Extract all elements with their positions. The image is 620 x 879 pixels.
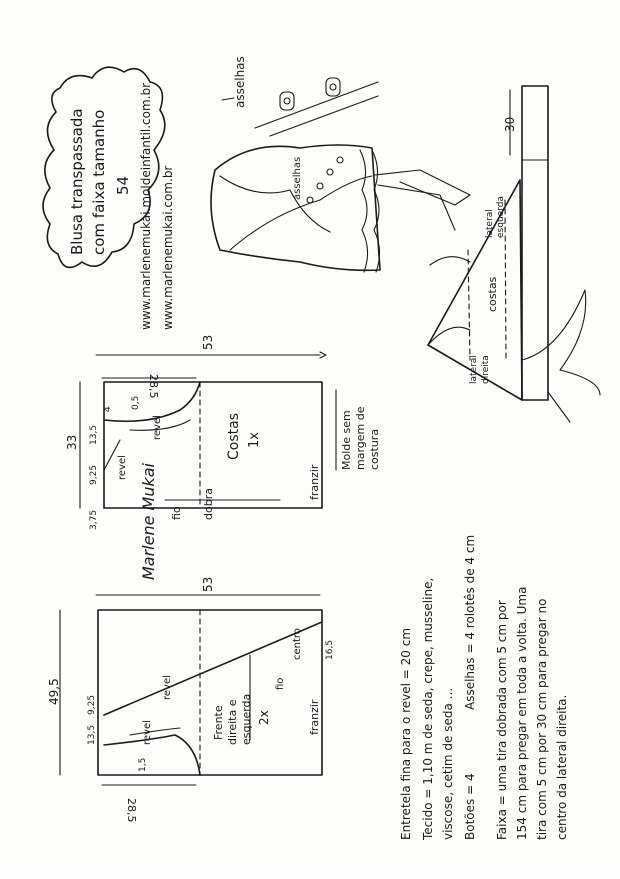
note-faixa-1: Faixa = uma tira dobrada com 5 cm por (495, 600, 509, 840)
button-detail-1-icon (280, 92, 294, 110)
note-faixa-2: 154 cm para pregar em toda a volta. Uma (515, 586, 529, 840)
label-asselhas-top: asselhas (233, 56, 247, 108)
back-label-fio: fio (170, 506, 183, 520)
title-line-1: Blusa transpassada (68, 108, 86, 255)
front-label-revel-2: revel (142, 720, 153, 745)
back-label-franzir: franzir (308, 464, 321, 500)
back-label-dobra: dobra (202, 488, 215, 520)
front-measure-16-5: 16,5 (325, 639, 335, 660)
front-measure-53: 53 (201, 576, 215, 592)
button-detail-2-icon (326, 78, 340, 96)
measure-30: 30 (503, 116, 517, 132)
back-measure-13-5: 13,5 (89, 424, 99, 445)
back-measure-53: 53 (201, 334, 215, 350)
back-measure-3-75: 3,75 (89, 509, 99, 530)
front-label-frente-3: esquerda (240, 693, 253, 745)
molde-line-3: costura (368, 428, 381, 470)
website-2: www.marlenemukai.moldeinfantil.com.br (139, 82, 153, 330)
label-lateral-esquerda-2: esquerda (496, 196, 506, 238)
front-measure-28-5: 28,5 (125, 798, 138, 823)
front-label-qty: 2x (257, 710, 271, 725)
note-entretela: Entretela fina para o revel = 20 cm (399, 627, 413, 840)
back-measure-28-5: 28,5 (147, 374, 160, 399)
label-lateral-direita-2: direita (481, 355, 491, 384)
back-measure-0-5: 0,5 (131, 395, 141, 410)
back-label-qty: 1x (247, 432, 262, 448)
blouse-button-1-icon (307, 197, 313, 203)
front-label-frente-1: Frente (212, 705, 225, 740)
note-botoes: Botões = 4 (463, 773, 477, 840)
note-faixa-3: tira com 5 cm por 30 cm para pregar no (535, 598, 549, 840)
note-faixa-4: centro da lateral direita. (555, 694, 569, 840)
back-measure-4: 4 (103, 406, 113, 412)
molde-line-1: Molde sem (340, 410, 353, 470)
front-piece (47, 577, 335, 823)
blouse-illustration (211, 56, 470, 272)
front-measure-13-5: 13,5 (87, 724, 97, 745)
label-asselhas-side: asselhas (292, 156, 303, 200)
back-measure-33: 33 (65, 434, 79, 450)
front-label-centro: centro (292, 628, 303, 660)
front-measure-1-5: 1,5 (138, 757, 148, 772)
note-tecido-2: viscose, cetim de seda ... (441, 687, 455, 840)
sash-diagram (428, 86, 600, 422)
front-label-frente-2: direita e (226, 699, 239, 745)
back-piece (65, 335, 326, 530)
label-lateral-esquerda-1: lateral (485, 209, 495, 238)
blouse-button-4-icon (337, 157, 343, 163)
note-asselhas: Asselhas = 4 rolotês de 4 cm (463, 534, 477, 710)
molde-note (336, 390, 381, 470)
website-1: www.marlenemukai.com.br (161, 165, 175, 330)
websites (139, 83, 175, 330)
title-line-2: com faixa tamanho (90, 109, 108, 255)
label-costas-sash: costas (486, 276, 499, 312)
back-label-costas: Costas (226, 413, 242, 460)
molde-line-2: margem de (354, 406, 367, 470)
front-label-revel-1: revel (162, 675, 173, 700)
signature: Marlene Mukai (139, 462, 158, 580)
notes (399, 535, 569, 841)
blouse-button-2-icon (317, 183, 323, 189)
back-label-revel-2: revel (117, 455, 128, 480)
blouse-button-3-icon (327, 169, 333, 175)
front-measure-9-25: 9,25 (87, 694, 97, 715)
label-lateral-direita-1: lateral (469, 355, 479, 384)
note-tecido-1: Tecido = 1,10 m de seda, crepe, musseline, (421, 577, 435, 840)
front-label-franzir: franzir (308, 699, 321, 735)
title-line-3: 54 (114, 175, 132, 195)
front-measure-49-5: 49,5 (47, 678, 61, 705)
back-label-revel-1: revel (152, 415, 163, 440)
front-label-fio: fio (275, 677, 286, 690)
back-measure-9-25: 9,25 (89, 464, 99, 485)
